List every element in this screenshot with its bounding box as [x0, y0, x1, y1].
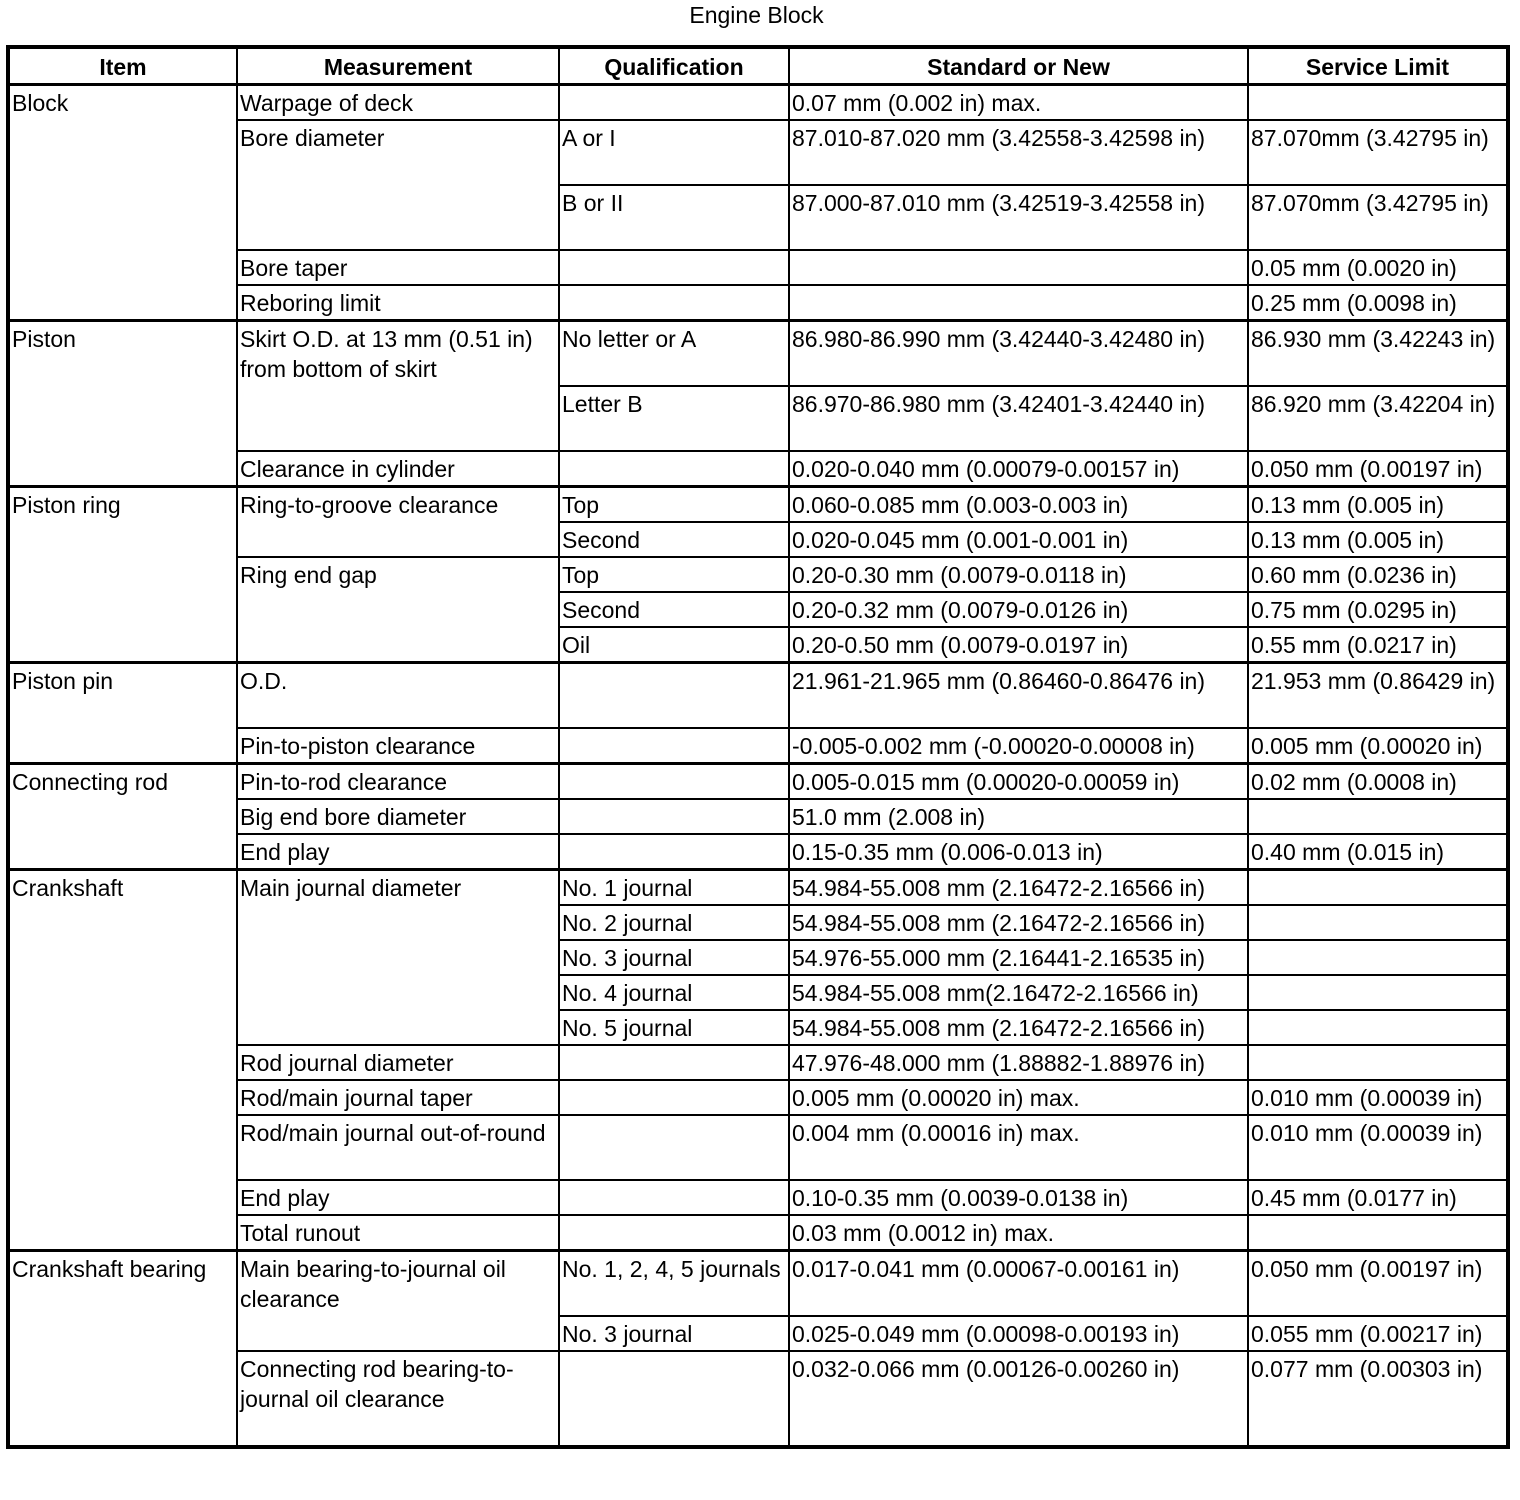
measurement-cell: Total runout — [237, 1215, 559, 1251]
limit-cell: 0.005 mm (0.00020 in) — [1248, 728, 1508, 764]
table-row — [8, 85, 1508, 121]
qualification-cell: No. 5 journal — [559, 1010, 789, 1045]
qualification-cell: No. 1 journal — [559, 870, 789, 906]
measurement-cell: Bore diameter — [237, 120, 559, 250]
standard-cell: 0.032-0.066 mm (0.00126-0.00260 in) — [789, 1351, 1248, 1447]
table-row — [8, 663, 1508, 729]
standard-cell: 0.005-0.015 mm (0.00020-0.00059 in) — [789, 764, 1248, 800]
standard-cell: 54.984-55.008 mm(2.16472-2.16566 in) — [789, 975, 1248, 1010]
qualification-cell — [559, 663, 789, 729]
standard-cell: 54.984-55.008 mm (2.16472-2.16566 in) — [789, 870, 1248, 906]
item-cell: Piston — [8, 321, 237, 487]
table-header-row — [8, 47, 1508, 85]
standard-cell: 86.980-86.990 mm (3.42440-3.42480 in) — [789, 321, 1248, 387]
limit-cell — [1248, 85, 1508, 121]
limit-cell — [1248, 799, 1508, 834]
standard-cell: 0.025-0.049 mm (0.00098-0.00193 in) — [789, 1316, 1248, 1351]
limit-cell: 87.070mm (3.42795 in) — [1248, 120, 1508, 185]
qualification-cell: No. 2 journal — [559, 905, 789, 940]
measurement-cell: O.D. — [237, 663, 559, 729]
limit-cell: 86.920 mm (3.42204 in) — [1248, 386, 1508, 451]
limit-cell — [1248, 1215, 1508, 1251]
qualification-cell — [559, 834, 789, 870]
standard-cell: 0.20-0.30 mm (0.0079-0.0118 in) — [789, 557, 1248, 592]
qualification-cell: Top — [559, 487, 789, 523]
measurement-cell: Reboring limit — [237, 285, 559, 321]
standard-cell: 54.976-55.000 mm (2.16441-2.16535 in) — [789, 940, 1248, 975]
qualification-cell — [559, 1080, 789, 1115]
limit-cell: 21.953 mm (0.86429 in) — [1248, 663, 1508, 729]
measurement-cell: End play — [237, 1180, 559, 1215]
qualification-cell — [559, 1180, 789, 1215]
qualification-cell: Oil — [559, 627, 789, 663]
measurement-cell: End play — [237, 834, 559, 870]
qualification-cell: A or I — [559, 120, 789, 185]
qualification-cell: Second — [559, 522, 789, 557]
standard-cell: 87.010-87.020 mm (3.42558-3.42598 in) — [789, 120, 1248, 185]
limit-cell — [1248, 905, 1508, 940]
standard-cell: 87.000-87.010 mm (3.42519-3.42558 in) — [789, 185, 1248, 250]
standard-cell: 0.15-0.35 mm (0.006-0.013 in) — [789, 834, 1248, 870]
item-cell: Crankshaft — [8, 870, 237, 1251]
qualification-cell: Second — [559, 592, 789, 627]
qualification-cell: No letter or A — [559, 321, 789, 387]
header-service-limit: Service Limit — [1248, 47, 1508, 85]
item-cell: Piston pin — [8, 663, 237, 764]
limit-cell: 0.13 mm (0.005 in) — [1248, 522, 1508, 557]
limit-cell — [1248, 1045, 1508, 1080]
limit-cell: 0.010 mm (0.00039 in) — [1248, 1115, 1508, 1180]
measurement-cell: Rod/main journal taper — [237, 1080, 559, 1115]
qualification-cell: No. 4 journal — [559, 975, 789, 1010]
limit-cell: 0.050 mm (0.00197 in) — [1248, 1251, 1508, 1317]
item-cell: Block — [8, 85, 237, 321]
standard-cell: 0.03 mm (0.0012 in) max. — [789, 1215, 1248, 1251]
qualification-cell: Top — [559, 557, 789, 592]
limit-cell: 0.25 mm (0.0098 in) — [1248, 285, 1508, 321]
standard-cell: 0.005 mm (0.00020 in) max. — [789, 1080, 1248, 1115]
item-cell: Connecting rod — [8, 764, 237, 870]
table-row — [8, 1251, 1508, 1317]
measurement-cell: Skirt O.D. at 13 mm (0.51 in) from bottom of skirt — [237, 321, 559, 452]
limit-cell: 0.055 mm (0.00217 in) — [1248, 1316, 1508, 1351]
qualification-cell: B or II — [559, 185, 789, 250]
qualification-cell — [559, 799, 789, 834]
measurement-cell: Ring-to-groove clearance — [237, 487, 559, 558]
standard-cell — [789, 250, 1248, 285]
measurement-cell: Ring end gap — [237, 557, 559, 663]
limit-cell: 0.45 mm (0.0177 in) — [1248, 1180, 1508, 1215]
standard-cell: 51.0 mm (2.008 in) — [789, 799, 1248, 834]
measurement-cell: Connecting rod bearing-to-journal oil clearance — [237, 1351, 559, 1447]
measurement-cell: Pin-to-piston clearance — [237, 728, 559, 764]
header-measurement: Measurement — [237, 47, 559, 85]
standard-cell: 21.961-21.965 mm (0.86460-0.86476 in) — [789, 663, 1248, 729]
measurement-cell: Bore taper — [237, 250, 559, 285]
limit-cell: 0.55 mm (0.0217 in) — [1248, 627, 1508, 663]
item-cell: Crankshaft bearing — [8, 1251, 237, 1448]
measurement-cell: Rod journal diameter — [237, 1045, 559, 1080]
header-standard: Standard or New — [789, 47, 1248, 85]
standard-cell: 86.970-86.980 mm (3.42401-3.42440 in) — [789, 386, 1248, 451]
table-row — [8, 487, 1508, 523]
limit-cell: 0.13 mm (0.005 in) — [1248, 487, 1508, 523]
measurement-cell: Big end bore diameter — [237, 799, 559, 834]
limit-cell — [1248, 940, 1508, 975]
standard-cell — [789, 285, 1248, 321]
qualification-cell: Letter B — [559, 386, 789, 451]
limit-cell: 0.75 mm (0.0295 in) — [1248, 592, 1508, 627]
limit-cell — [1248, 870, 1508, 906]
standard-cell: 54.984-55.008 mm (2.16472-2.16566 in) — [789, 1010, 1248, 1045]
qualification-cell — [559, 285, 789, 321]
qualification-cell — [559, 728, 789, 764]
limit-cell — [1248, 975, 1508, 1010]
standard-cell: 0.017-0.041 mm (0.00067-0.00161 in) — [789, 1251, 1248, 1317]
limit-cell — [1248, 1010, 1508, 1045]
standard-cell: 0.07 mm (0.002 in) max. — [789, 85, 1248, 121]
standard-cell: 0.10-0.35 mm (0.0039-0.0138 in) — [789, 1180, 1248, 1215]
header-item: Item — [8, 47, 237, 85]
limit-cell: 0.60 mm (0.0236 in) — [1248, 557, 1508, 592]
qualification-cell — [559, 1115, 789, 1180]
qualification-cell — [559, 250, 789, 285]
standard-cell: 0.020-0.045 mm (0.001-0.001 in) — [789, 522, 1248, 557]
measurement-cell: Main journal diameter — [237, 870, 559, 1046]
limit-cell: 86.930 mm (3.42243 in) — [1248, 321, 1508, 387]
standard-cell: 0.20-0.32 mm (0.0079-0.0126 in) — [789, 592, 1248, 627]
qualification-cell — [559, 1045, 789, 1080]
qualification-cell — [559, 451, 789, 487]
limit-cell: 87.070mm (3.42795 in) — [1248, 185, 1508, 250]
limit-cell: 0.05 mm (0.0020 in) — [1248, 250, 1508, 285]
qualification-cell — [559, 1215, 789, 1251]
document-title: Engine Block — [689, 2, 824, 28]
qualification-cell — [559, 1351, 789, 1447]
measurement-cell: Clearance in cylinder — [237, 451, 559, 487]
standard-cell: 0.004 mm (0.00016 in) max. — [789, 1115, 1248, 1180]
limit-cell: 0.077 mm (0.00303 in) — [1248, 1351, 1508, 1447]
measurement-cell: Main bearing-to-journal oil clearance — [237, 1251, 559, 1352]
standard-cell: -0.005-0.002 mm (-0.00020-0.00008 in) — [789, 728, 1248, 764]
limit-cell: 0.050 mm (0.00197 in) — [1248, 451, 1508, 487]
qualification-cell: No. 1, 2, 4, 5 journals — [559, 1251, 789, 1317]
standard-cell: 0.20-0.50 mm (0.0079-0.0197 in) — [789, 627, 1248, 663]
standard-cell: 0.060-0.085 mm (0.003-0.003 in) — [789, 487, 1248, 523]
qualification-cell: No. 3 journal — [559, 1316, 789, 1351]
limit-cell: 0.010 mm (0.00039 in) — [1248, 1080, 1508, 1115]
measurement-cell: Rod/main journal out-of-round — [237, 1115, 559, 1180]
qualification-cell — [559, 764, 789, 800]
measurement-cell: Pin-to-rod clearance — [237, 764, 559, 800]
standard-cell: 54.984-55.008 mm (2.16472-2.16566 in) — [789, 905, 1248, 940]
qualification-cell: No. 3 journal — [559, 940, 789, 975]
limit-cell: 0.40 mm (0.015 in) — [1248, 834, 1508, 870]
table-row — [8, 321, 1508, 387]
standard-cell: 0.020-0.040 mm (0.00079-0.00157 in) — [789, 451, 1248, 487]
item-cell: Piston ring — [8, 487, 237, 663]
table-row — [8, 764, 1508, 800]
standard-cell: 47.976-48.000 mm (1.88882-1.88976 in) — [789, 1045, 1248, 1080]
header-qualification: Qualification — [559, 47, 789, 85]
qualification-cell — [559, 85, 789, 121]
limit-cell: 0.02 mm (0.0008 in) — [1248, 764, 1508, 800]
table-row — [8, 870, 1508, 906]
engine-block-spec-table — [6, 45, 1510, 1449]
measurement-cell: Warpage of deck — [237, 85, 559, 121]
